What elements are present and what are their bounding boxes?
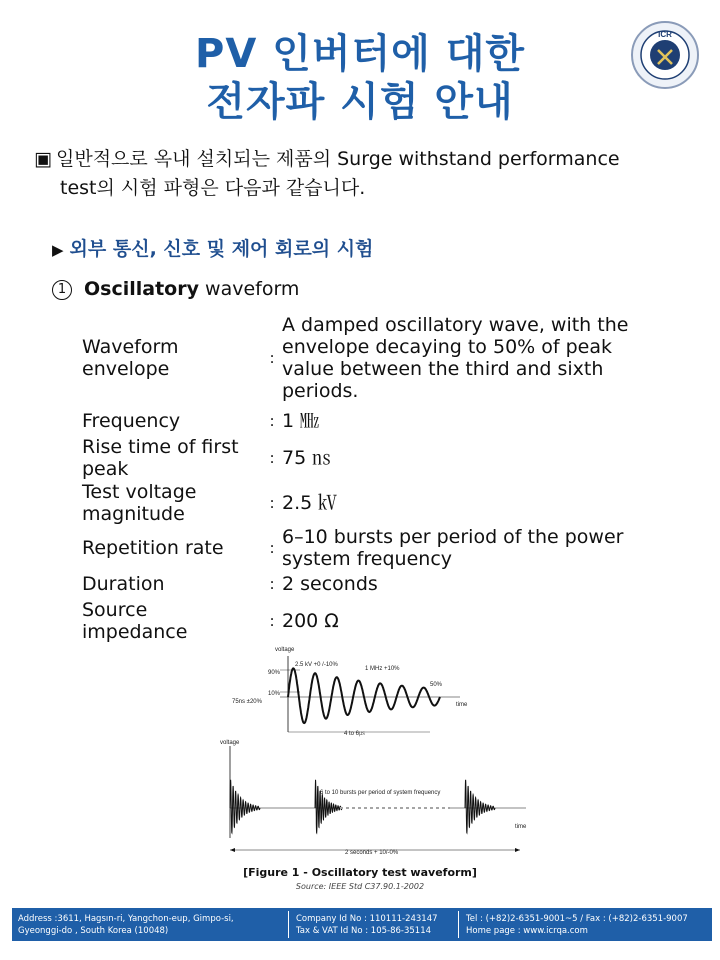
- frequency-label: 1 MHz +10%: [365, 666, 400, 672]
- spec-row: [82, 480, 642, 526]
- title-line-1: PV 인버터에 대한: [195, 31, 525, 77]
- spec-value: 75 ㎱: [282, 447, 332, 469]
- circled-number: 1: [52, 280, 72, 300]
- burst-1: [230, 780, 260, 833]
- spec-colon: :: [269, 575, 275, 593]
- intro-paragraph: [34, 145, 694, 203]
- spec-row: [82, 310, 642, 406]
- spec-key: Repetition rate: [82, 537, 224, 559]
- spec-key: Rise time of first peak: [82, 436, 239, 480]
- title-line-2: 전자파 시험 안내: [206, 79, 514, 125]
- spec-key: Source impedance: [82, 599, 188, 643]
- spec-row: [82, 406, 642, 436]
- spec-key: Waveform envelope: [82, 336, 179, 380]
- oscillatory-wave: [288, 668, 440, 723]
- spec-value: 2.5 ㎸: [282, 492, 338, 514]
- span-label: 4 to 6㎲: [344, 731, 366, 737]
- top-waveform-plot: [232, 647, 468, 738]
- footer-company-line-2: Tax & VAT Id No : 105-86-35114: [296, 926, 432, 936]
- triangle-bullet-icon: ▶: [52, 241, 64, 259]
- subsection-heading: [52, 278, 299, 300]
- spec-value: 200 Ω: [282, 610, 339, 632]
- footer-address: [18, 913, 234, 937]
- intro-line-1: 일반적으로 옥내 설치되는 제품의 Surge withstand performance: [56, 148, 620, 170]
- spec-row: [82, 598, 642, 644]
- footer-contact-line-2: Home page : www.icrqa.com: [466, 926, 588, 936]
- square-bullet-icon: ▣: [34, 148, 52, 170]
- burst-3: [465, 780, 495, 833]
- footer-contact: [466, 913, 688, 937]
- time-label-bottom: time: [515, 824, 527, 830]
- spec-colon: :: [269, 539, 275, 557]
- spec-row: [82, 526, 642, 570]
- section-heading-text: 외부 통신, 신호 및 제어 회로의 시험: [69, 238, 374, 260]
- spec-key: Frequency: [82, 410, 181, 432]
- section-heading: [52, 234, 373, 261]
- footer-bar: [12, 908, 712, 941]
- spec-colon: :: [269, 494, 275, 512]
- subsection-rest: waveform: [198, 278, 300, 300]
- voltage-label-bottom: voltage: [220, 740, 240, 746]
- p90-label: 90%: [268, 670, 281, 676]
- figure-caption: [Figure 1 - Oscillatory test waveform]: [243, 866, 477, 879]
- spec-colon: :: [269, 349, 275, 367]
- spec-row: [82, 570, 642, 598]
- spec-colon: :: [269, 412, 275, 430]
- spec-colon: :: [269, 449, 275, 467]
- p50-label: 50%: [430, 682, 443, 688]
- spec-value: 2 seconds: [282, 573, 378, 595]
- footer-company: [296, 913, 438, 937]
- bottom-burst-plot: [220, 740, 527, 856]
- oscillatory-waveform-figure: [220, 642, 540, 862]
- spec-row: [82, 436, 642, 480]
- spec-table: [82, 310, 642, 644]
- spec-colon: :: [269, 612, 275, 630]
- footer-address-line-2: Gyeonggi-do , South Korea (10048): [18, 926, 169, 936]
- bursts-label: 6 to 10 bursts per period of system frequency: [320, 790, 441, 796]
- page-title: [0, 30, 720, 126]
- svg-text:ICR: ICR: [658, 30, 672, 39]
- icr-logo: [630, 20, 700, 90]
- spec-key: Duration: [82, 573, 165, 595]
- spec-value: 1 ㎒: [282, 410, 320, 432]
- burst-2: [315, 780, 342, 833]
- time-label-top: time: [456, 702, 468, 708]
- spec-key: Test voltage magnitude: [82, 481, 197, 525]
- spec-value: A damped oscillatory wave, with the envelope decaying to 50% of peak value between the third and sixth periods.: [282, 314, 629, 402]
- footer-contact-line-1: Tel : (+82)2-6351-9001~5 / Fax : (+82)2-6351-9007: [466, 914, 688, 924]
- subsection-bold: Oscillatory: [84, 278, 199, 300]
- spec-value: 6–10 bursts per period of the power system frequency: [282, 526, 624, 570]
- peak-label: 2.5 kV +0 /-10%: [295, 662, 338, 668]
- figure-source: Source: IEEE Std C37.90.1-2002: [295, 882, 425, 891]
- voltage-label: voltage: [275, 647, 295, 653]
- intro-line-2: test의 시험 파형은 다음과 같습니다.: [60, 177, 366, 199]
- footer-company-line-1: Company Id No : 110111-243147: [296, 914, 438, 924]
- rise-time-label: 75ns ±20%: [232, 699, 262, 705]
- p10-label: 10%: [268, 691, 281, 697]
- duration-label: 2 seconds + 10/-0%: [345, 850, 399, 856]
- footer-address-line-1: Address :3611, Hagsın-ri, Yangchon-eup, Gimpo-si,: [18, 914, 234, 924]
